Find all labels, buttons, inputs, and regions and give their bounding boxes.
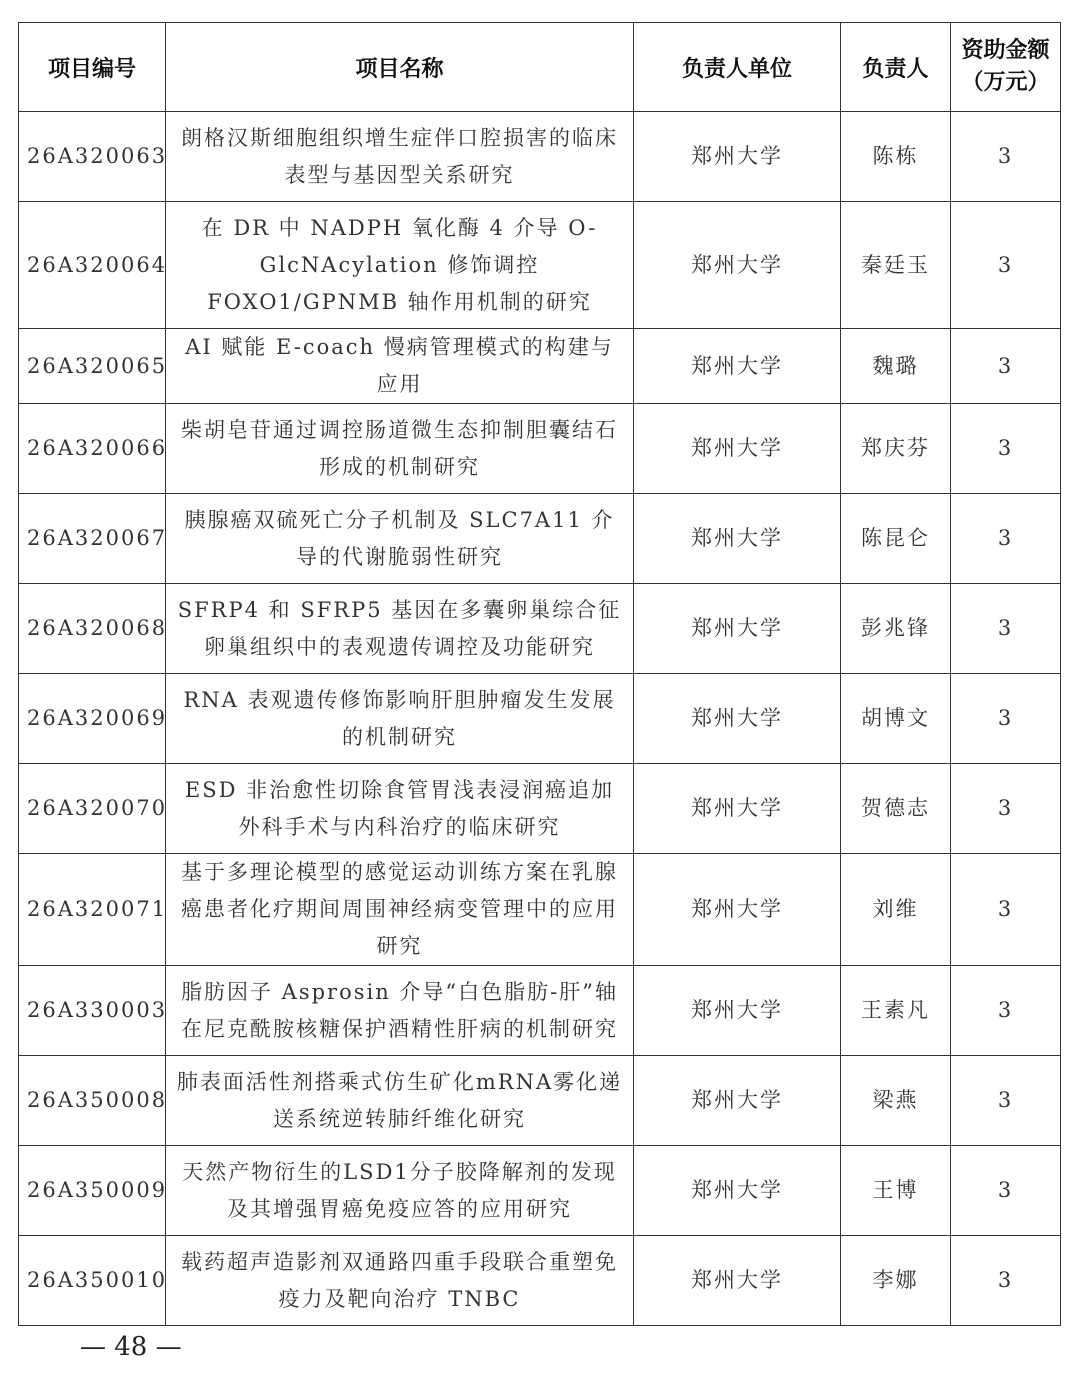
header-project-name: 项目名称 xyxy=(166,23,634,112)
table-row xyxy=(19,1236,1061,1326)
table-row xyxy=(19,1146,1061,1236)
cell-unit: 郑州大学 xyxy=(634,202,841,329)
cell-amount: 3 xyxy=(951,966,1061,1056)
cell-project-id: 26A320070 xyxy=(19,764,166,854)
cell-project-name: 天然产物衍生的LSD1分子胶降解剂的发现及其增强胃癌免疫应答的应用研究 xyxy=(166,1146,634,1236)
cell-person: 陈昆仑 xyxy=(841,494,951,584)
cell-person: 胡博文 xyxy=(841,674,951,764)
cell-unit: 郑州大学 xyxy=(634,966,841,1056)
cell-project-id: 26A320068 xyxy=(19,584,166,674)
cell-unit: 郑州大学 xyxy=(634,584,841,674)
cell-project-name: SFRP4 和 SFRP5 基因在多囊卵巢综合征卵巢组织中的表观遗传调控及功能研究 xyxy=(166,584,634,674)
cell-project-name: 载药超声造影剂双通路四重手段联合重塑免疫力及靶向治疗 TNBC xyxy=(166,1236,634,1326)
cell-person: 魏璐 xyxy=(841,329,951,404)
cell-unit: 郑州大学 xyxy=(634,854,841,966)
cell-amount: 3 xyxy=(951,202,1061,329)
cell-amount: 3 xyxy=(951,112,1061,202)
cell-project-id: 26A350008 xyxy=(19,1056,166,1146)
table-row xyxy=(19,854,1061,966)
cell-unit: 郑州大学 xyxy=(634,1146,841,1236)
cell-project-name: RNA 表观遗传修饰影响肝胆肿瘤发生发展的机制研究 xyxy=(166,674,634,764)
cell-amount: 3 xyxy=(951,764,1061,854)
cell-person: 郑庆芬 xyxy=(841,404,951,494)
cell-project-name: ESD 非治愈性切除食管胃浅表浸润癌追加外科手术与内科治疗的临床研究 xyxy=(166,764,634,854)
cell-project-id: 26A330003 xyxy=(19,966,166,1056)
header-amount xyxy=(951,23,1061,112)
cell-person: 陈栋 xyxy=(841,112,951,202)
cell-project-name: 基于多理论模型的感觉运动训练方案在乳腺癌患者化疗期间周围神经病变管理中的应用研究 xyxy=(166,854,634,966)
cell-project-id: 26A320067 xyxy=(19,494,166,584)
header-project-id: 项目编号 xyxy=(19,23,166,112)
cell-project-id: 26A350009 xyxy=(19,1146,166,1236)
grant-table xyxy=(18,22,1061,1326)
table-row xyxy=(19,1056,1061,1146)
cell-project-name: 柴胡皂苷通过调控肠道微生态抑制胆囊结石形成的机制研究 xyxy=(166,404,634,494)
cell-amount: 3 xyxy=(951,1146,1061,1236)
cell-amount: 3 xyxy=(951,584,1061,674)
cell-project-id: 26A320064 xyxy=(19,202,166,329)
cell-amount: 3 xyxy=(951,1236,1061,1326)
cell-person: 王素凡 xyxy=(841,966,951,1056)
table-row xyxy=(19,112,1061,202)
cell-project-name: 在 DR 中 NADPH 氧化酶 4 介导 O-GlcNAcylation 修饰调控 FOXO1/GPNMB 轴作用机制的研究 xyxy=(166,202,634,329)
cell-person: 秦廷玉 xyxy=(841,202,951,329)
cell-project-id: 26A320066 xyxy=(19,404,166,494)
page-number: — 48 — xyxy=(80,1332,182,1362)
table-row xyxy=(19,494,1061,584)
table-row xyxy=(19,674,1061,764)
cell-project-name: 朗格汉斯细胞组织增生症伴口腔损害的临床表型与基因型关系研究 xyxy=(166,112,634,202)
cell-unit: 郑州大学 xyxy=(634,1236,841,1326)
header-amount-line2: （万元） xyxy=(961,70,1050,95)
table-row xyxy=(19,584,1061,674)
table-row xyxy=(19,764,1061,854)
table-row xyxy=(19,329,1061,404)
header-person: 负责人 xyxy=(841,23,951,112)
cell-person: 李娜 xyxy=(841,1236,951,1326)
cell-person: 刘维 xyxy=(841,854,951,966)
cell-amount: 3 xyxy=(951,494,1061,584)
header-amount-line1: 资助金额 xyxy=(961,38,1050,63)
table-header-row xyxy=(19,23,1061,112)
cell-amount: 3 xyxy=(951,1056,1061,1146)
cell-project-name: 脂肪因子 Asprosin 介导“白色脂肪-肝”轴在尼克酰胺核糖保护酒精性肝病的机制研究 xyxy=(166,966,634,1056)
cell-unit: 郑州大学 xyxy=(634,494,841,584)
cell-person: 梁燕 xyxy=(841,1056,951,1146)
cell-person: 彭兆锋 xyxy=(841,584,951,674)
cell-unit: 郑州大学 xyxy=(634,764,841,854)
cell-project-name: AI 赋能 E-coach 慢病管理模式的构建与应用 xyxy=(166,329,634,404)
table-row xyxy=(19,404,1061,494)
cell-project-id: 26A320063 xyxy=(19,112,166,202)
cell-amount: 3 xyxy=(951,404,1061,494)
cell-amount: 3 xyxy=(951,854,1061,966)
cell-project-id: 26A350010 xyxy=(19,1236,166,1326)
table-row xyxy=(19,202,1061,329)
cell-unit: 郑州大学 xyxy=(634,329,841,404)
table-row xyxy=(19,966,1061,1056)
cell-person: 王博 xyxy=(841,1146,951,1236)
cell-project-name: 胰腺癌双硫死亡分子机制及 SLC7A11 介导的代谢脆弱性研究 xyxy=(166,494,634,584)
cell-amount: 3 xyxy=(951,329,1061,404)
cell-project-id: 26A320069 xyxy=(19,674,166,764)
cell-amount: 3 xyxy=(951,674,1061,764)
cell-unit: 郑州大学 xyxy=(634,112,841,202)
cell-unit: 郑州大学 xyxy=(634,404,841,494)
cell-person: 贺德志 xyxy=(841,764,951,854)
header-unit: 负责人单位 xyxy=(634,23,841,112)
cell-unit: 郑州大学 xyxy=(634,674,841,764)
cell-project-name: 肺表面活性剂搭乘式仿生矿化mRNA雾化递送系统逆转肺纤维化研究 xyxy=(166,1056,634,1146)
cell-unit: 郑州大学 xyxy=(634,1056,841,1146)
cell-project-id: 26A320065 xyxy=(19,329,166,404)
cell-project-id: 26A320071 xyxy=(19,854,166,966)
